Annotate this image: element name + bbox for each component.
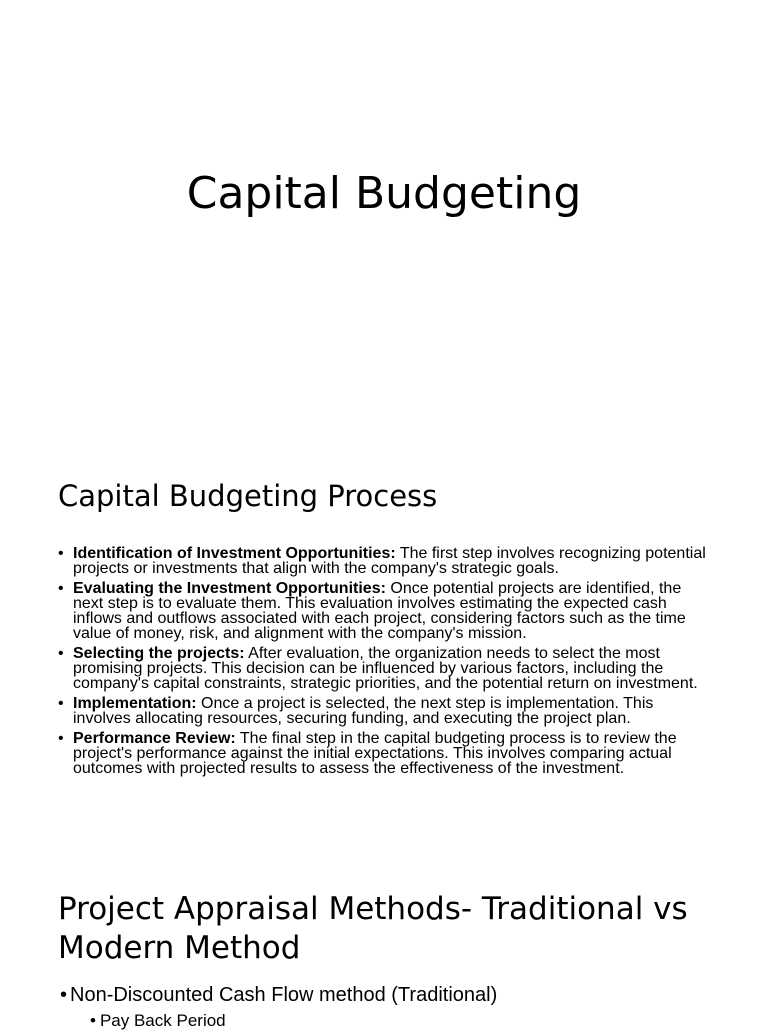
item-text: The first step involves recognizing potential projects or investments that align with the company's strategic goals.	[73, 545, 706, 577]
item-text: Once potential projects are identified, the next step is to evaluate them. This evaluation involves estimating the expected cash inflows and outflows associated with each project, considering factors such as the time value of money, risk, and alignment with the company's mission.	[73, 580, 686, 642]
bullet-icon: •	[58, 695, 64, 712]
list-item	[58, 696, 708, 726]
sub-method-label: Pay Back Period	[99, 1011, 226, 1030]
list-item	[58, 546, 708, 576]
bullet-icon: •	[58, 545, 64, 562]
process-heading: Capital Budgeting Process	[58, 479, 438, 513]
list-item	[58, 731, 708, 776]
list-item	[58, 581, 708, 641]
item-term: Implementation:	[73, 695, 197, 712]
appraisal-heading: Project Appraisal Methods- Traditional vs Modern Method	[58, 891, 688, 966]
process-list	[58, 546, 708, 781]
slide-title: Capital Budgeting	[186, 168, 582, 219]
item-text: The final step in the capital budgeting process is to review the project's performance against the initial expectations. This involves comparing actual outcomes with projected results to assess the effectiveness of the investment.	[73, 730, 677, 777]
item-term: Performance Review:	[73, 730, 236, 747]
bullet-icon: •	[58, 645, 64, 662]
list-item	[58, 646, 708, 691]
item-text: After evaluation, the organization needs to select the most promising projects. This decision can be influenced by various factors, including the company's capital constraints, strategic priorities, and the potential return on investment.	[73, 645, 698, 692]
item-term: Evaluating the Investment Opportunities:	[73, 580, 386, 597]
sub-method-item	[90, 1010, 226, 1032]
method-item	[60, 982, 497, 1008]
bullet-icon: •	[90, 1011, 96, 1030]
method-label: Non-Discounted Cash Flow method (Traditional)	[70, 984, 498, 1006]
bullet-icon: •	[58, 580, 64, 597]
item-term: Selecting the projects:	[73, 645, 245, 662]
bullet-icon: •	[60, 984, 68, 1006]
item-text: Once a project is selected, the next step is implementation. This involves allocating resources, securing funding, and executing the project plan.	[73, 695, 654, 727]
bullet-icon: •	[58, 730, 64, 747]
item-term: Identification of Investment Opportunities:	[73, 545, 396, 562]
